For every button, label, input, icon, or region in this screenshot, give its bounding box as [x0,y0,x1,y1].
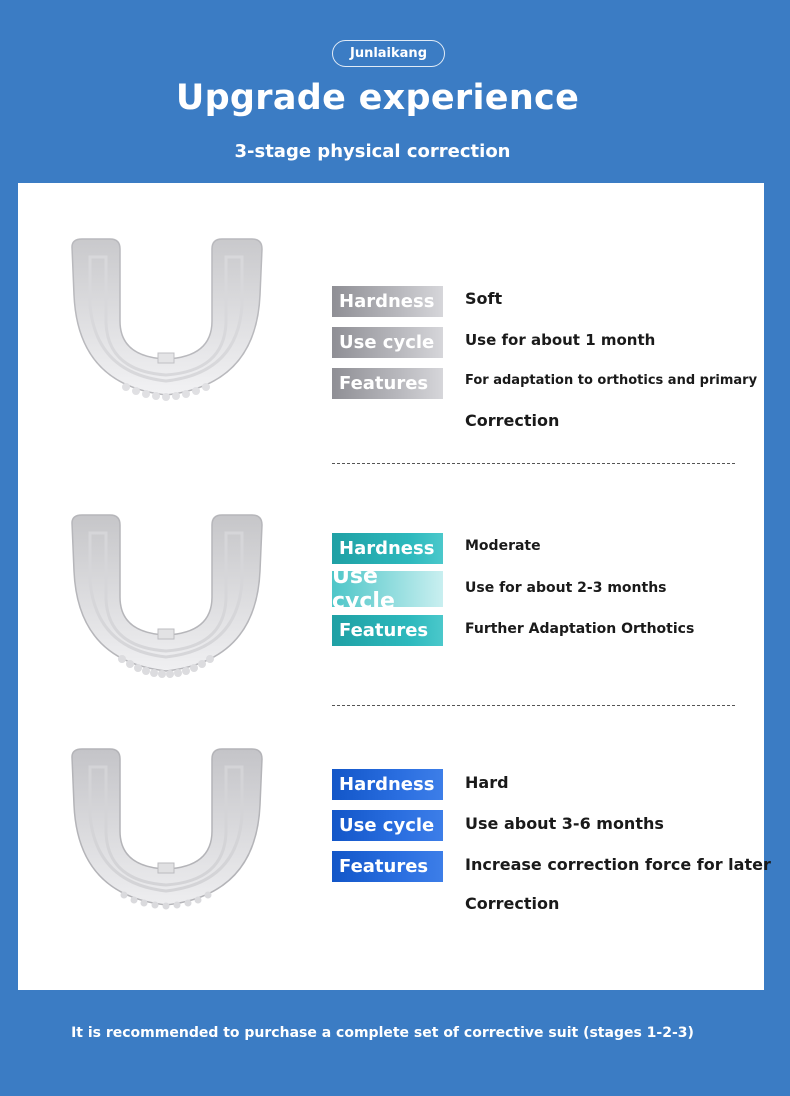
mouthguard-image-moderate [66,511,266,689]
features-label: Features [332,368,443,399]
divider [332,705,735,706]
features-value-cont: Correction [465,411,560,430]
hardness-value: Moderate [465,538,541,554]
divider [332,463,735,464]
use-cycle-label: Use cycle [332,810,443,841]
features-value: Further Adaptation Orthotics [465,621,695,637]
hardness-value: Hard [465,773,509,792]
use-cycle-value: Use about 3-6 months [465,814,664,833]
footer-note: It is recommended to purchase a complete set of corrective suit (stages 1-2-3) [71,1025,694,1041]
hardness-label: Hardness [332,533,443,564]
features-label: Features [332,615,443,646]
mouthguard-image-hard [66,745,266,923]
features-value-cont: Correction [465,894,560,913]
page-title: Upgrade experience [175,78,580,118]
use-cycle-value: Use for about 1 month [465,331,656,349]
features-label: Features [332,851,443,882]
features-value: Increase correction force for later [465,855,771,874]
hardness-label: Hardness [332,769,443,800]
page-subtitle: 3-stage physical correction [234,141,511,162]
use-cycle-label: Use cycle [332,327,443,358]
hardness-value: Soft [465,289,503,308]
use-cycle-label: Use cycle [332,571,443,607]
hardness-label: Hardness [332,286,443,317]
product-panel [18,183,771,990]
brand-pill: Junlaikang [332,40,445,67]
mouthguard-image-soft [66,235,266,413]
features-value: For adaptation to orthotics and primary [465,373,758,388]
use-cycle-value: Use for about 2-3 months [465,580,667,596]
